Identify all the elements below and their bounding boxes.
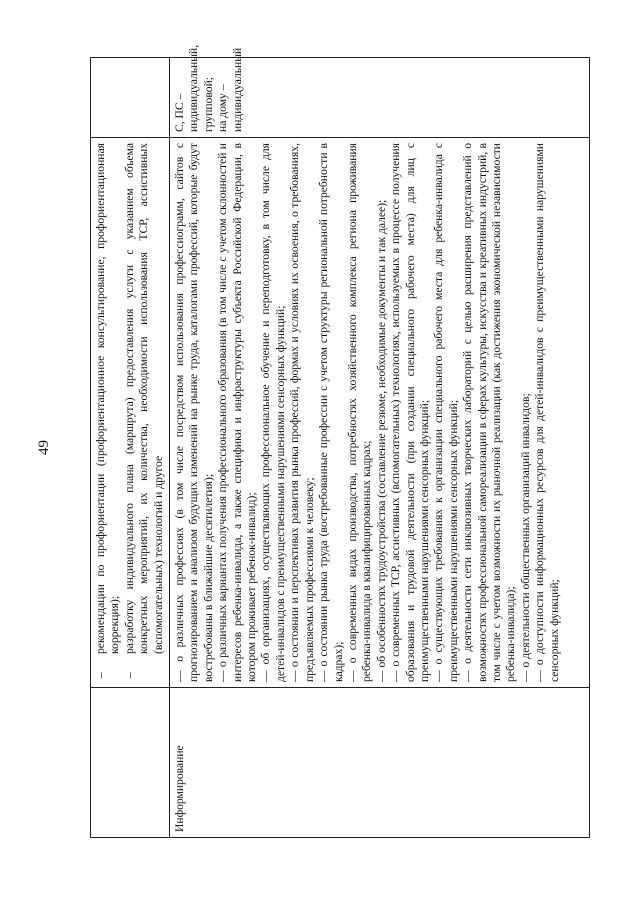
list-item: — о современных ТСР, ассистивных (вспомогательных) технологиях, используемых в процессе получения образования и трудовой деятельности (при создании специального рабочего места) для лиц с преимущественными нарушениями сенсорных функций; (389, 143, 431, 682)
list-item: — о различных профессиях (в том числе посредством использования профессиограмм, сайтов с прогнозированием и анализом будущих изменений на рынке труда, каталогами профессий, которые будут востребованы в ближайшие десятилетия); (173, 143, 215, 682)
list-item: – разработку индивидуального плана (маршрута) предоставления услуги с указанием объема конкретных мероприятий, их количества, необходимости использования ТСР, ассистивных (вспомогательных) технологий и другое (123, 143, 166, 682)
list-item: – рекомендации по профориентации (профориентационное консультирование, профориентационная коррекция); (94, 143, 123, 682)
cell-empty-form (91, 58, 170, 138)
table-row-informing (170, 58, 590, 838)
rotated-page-content (90, 44, 590, 838)
list-item: — о существующих требованиях к организации специального рабочего места для ребенка-инвалида с преимущественными нарушениями сенсорных функций; (432, 143, 460, 682)
list-item: — об организациях, осуществляющих профессиональное обучение и переподготовку, в том числе для детей-инвалидов с преимущественными нарушениями сенсорных функций; (259, 143, 287, 682)
list-item: — об особенностях трудоустройства (составление резюме, необходимые документы и так далее); (374, 199, 388, 682)
cell-service-label: Информирование (170, 688, 590, 838)
list-item: — о состоянии рынка труда (востребованные профессии с учетом структуры региональной потребности в кадрах); (317, 143, 345, 682)
cell-empty-label (91, 688, 170, 838)
list-item: — о состоянии и перспективах развития рынка профессий, формах и условиях их освоения, о требованиях, предъявляемых профессиями к человеку; (288, 143, 316, 682)
list-item: — о деятельности общественных организаций инвалидов; (518, 393, 532, 682)
cell-continuation-content (91, 138, 170, 688)
cell-service-form: С, ПС – индивидуальный, групповой; на дому – индивидуальный (170, 58, 590, 138)
table-row-continuation (91, 58, 170, 838)
list-item: — о деятельности сети инклюзивных творческих лабораторий с целью расширения представлений о возможностях профессиональной самореализации в сферах культуры, искусства и креативных индустрий, в том числе с учетом возможности их рыночной реализации (как достижения экономической независимости ребенка-инвалида); (461, 143, 518, 682)
list-item: — о доступности информационных ресурсов для детей-инвалидов с преимущественными нарушениями сенсорных функций; (533, 143, 561, 682)
services-table (90, 44, 590, 838)
cell-informing-content (170, 138, 590, 688)
list-item: — о современных видах производства, потребностях хозяйственного комплекса региона проживания ребенка-инвалида в квалифицированных кадрах; (345, 143, 374, 682)
list-item: — о различных вариантах получения профессионального образования (в том числе с учетом склонностей и интересов ребенка-инвалида, а также специфики и инфраструктуры субъекта Российской Федерации, в котором проживает ребенок-инвалид); (216, 143, 259, 682)
page-number: 49 (36, 440, 52, 455)
